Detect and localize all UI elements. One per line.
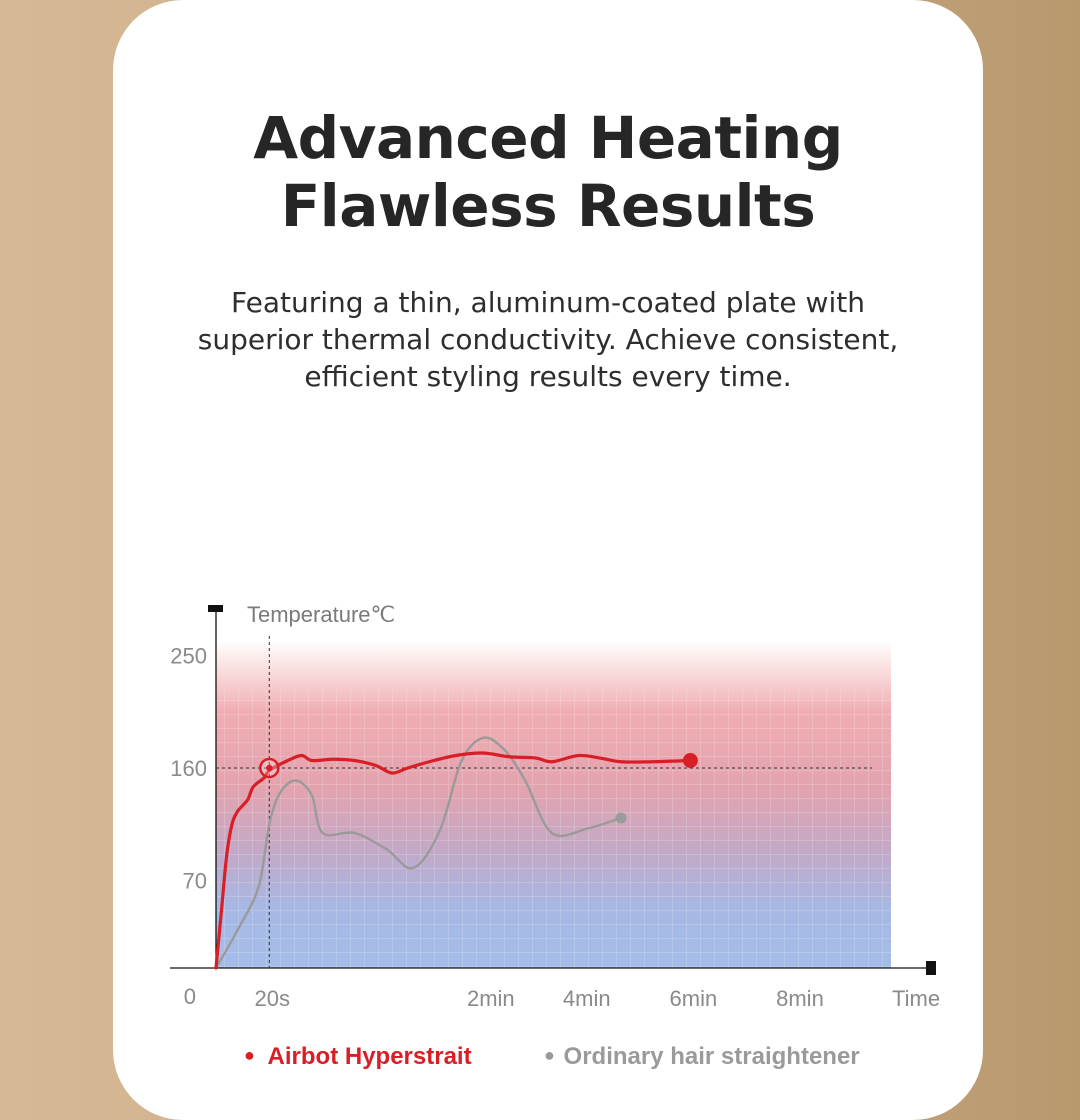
highlight-marker-dot bbox=[266, 765, 272, 771]
description-line-1: Featuring a thin, aluminum-coated plate with bbox=[231, 286, 865, 319]
x-axis-cap bbox=[926, 961, 936, 975]
y-tick-label: 160 bbox=[170, 756, 207, 781]
legend-marker-red: ● bbox=[244, 1045, 255, 1065]
headline-line-1: Advanced Heating bbox=[253, 104, 843, 172]
plot-grid bbox=[216, 690, 891, 968]
x-tick-label: 2min bbox=[466, 986, 515, 1011]
series-end-point-airbot bbox=[683, 753, 698, 768]
description-line-3: efficient styling results every time. bbox=[304, 360, 792, 393]
y-tick-label: 250 bbox=[170, 643, 207, 669]
y-tick-label: 0 bbox=[183, 984, 196, 1009]
headline-line-2: Flawless Results bbox=[280, 172, 816, 240]
legend-label-airbot: Airbot Hyperstrait bbox=[267, 1043, 472, 1070]
x-tick-label: 4min bbox=[562, 986, 611, 1011]
series-end-point-ordinary bbox=[616, 813, 627, 824]
legend-item-ordinary bbox=[544, 1043, 860, 1071]
legend-marker-gray: ● bbox=[544, 1045, 555, 1065]
x-tick-label: 6min bbox=[669, 986, 718, 1011]
y-axis-title: Temperature℃ bbox=[247, 602, 396, 627]
y-tick-label: 70 bbox=[182, 868, 207, 894]
y-axis-cap bbox=[208, 605, 223, 612]
x-tick-label: 20s bbox=[254, 986, 291, 1011]
x-tick-label: 8min bbox=[776, 986, 824, 1011]
x-axis-title: Time bbox=[892, 986, 941, 1011]
legend-label-ordinary: Ordinary hair straightener bbox=[563, 1043, 860, 1070]
legend-item-airbot bbox=[244, 1043, 472, 1071]
description-line-2: superior thermal conductivity. Achieve consistent, bbox=[197, 323, 899, 356]
